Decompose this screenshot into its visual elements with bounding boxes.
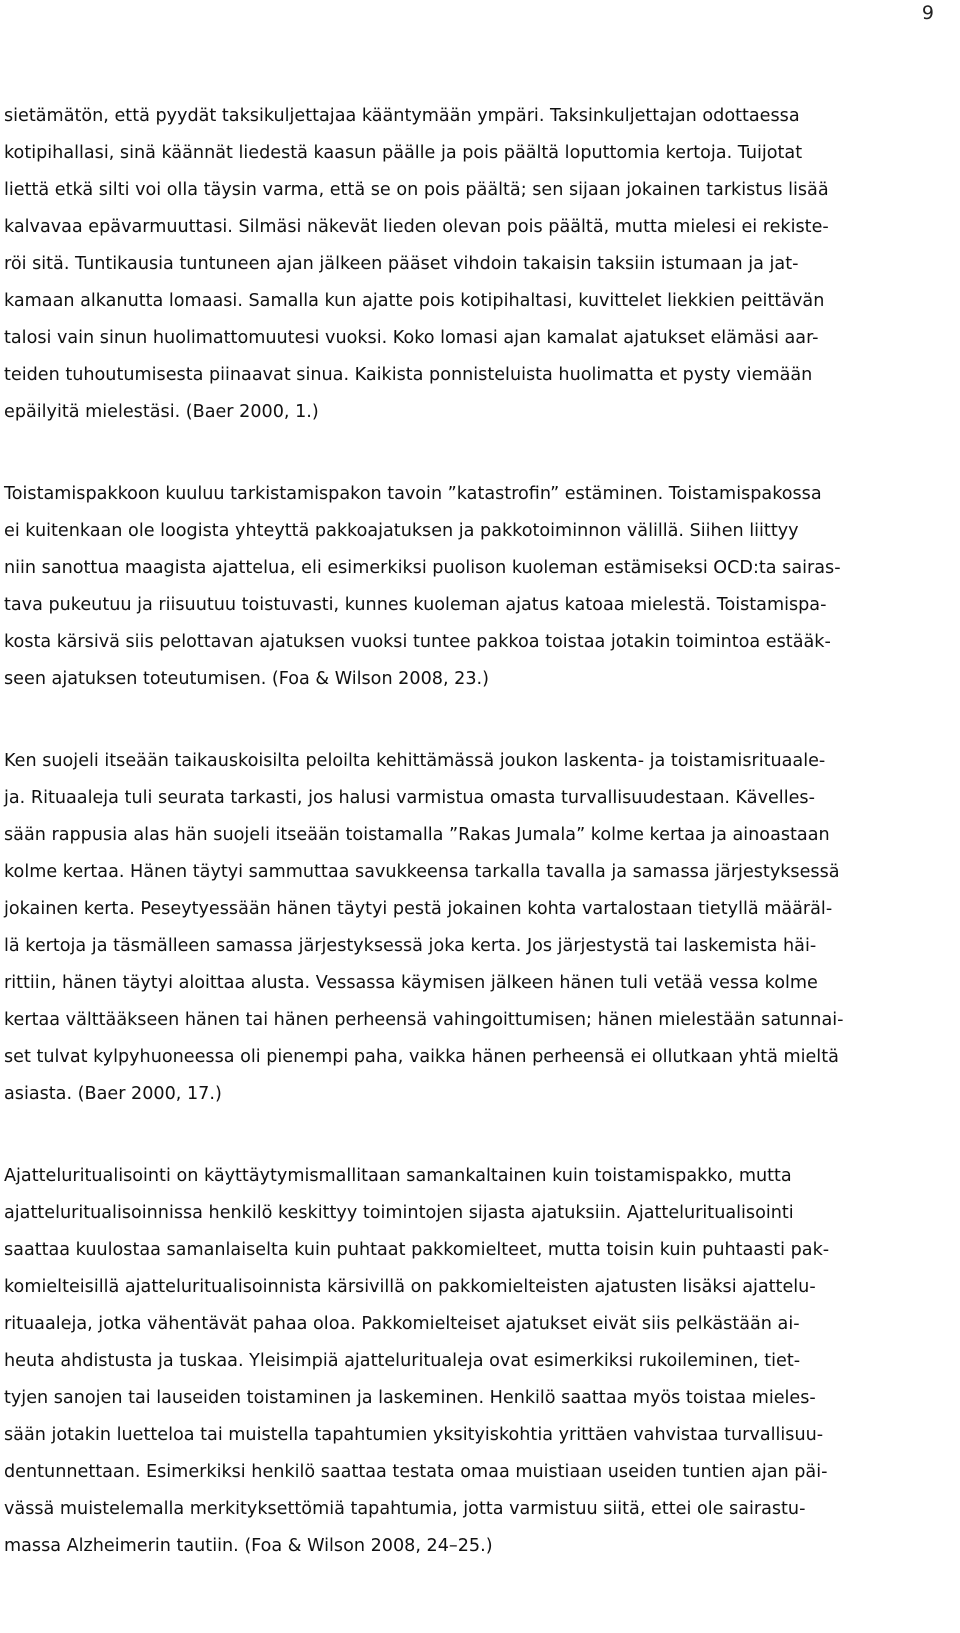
text-line: dentunnettaan. Esimerkiksi henkilö saattaa testata omaa muistiaan useiden tuntien ajan päi- (4, 1462, 828, 1482)
paragraph-3 (4, 743, 843, 1113)
text-line: lä kertoja ja täsmälleen samassa järjestyksessä joka kerta. Jos järjestystä tai laskemista häi- (4, 936, 817, 956)
text-line: asiasta. (Baer 2000, 17.) (4, 1084, 222, 1104)
text-line: röi sitä. Tuntikausia tuntuneen ajan jälkeen pääset vihdoin takaisin taksiin istumaan ja jat- (4, 254, 799, 274)
text-line: sään jotakin luetteloa tai muistella tapahtumien yksityiskohtia yrittäen vahvistaa turvallisuu- (4, 1425, 824, 1445)
text-line: massa Alzheimerin tautiin. (Foa & Wilson 2008, 24–25.) (4, 1536, 493, 1556)
text-line: liettä etkä silti voi olla täysin varma, että se on pois päältä; sen sijaan jokainen tarkistus lisää (4, 180, 829, 200)
paragraph-1 (4, 98, 829, 431)
text-line: niin sanottua maagista ajattelua, eli esimerkiksi puolison kuoleman estämiseksi OCD:ta sairas- (4, 558, 841, 578)
text-line: kolme kertaa. Hänen täytyi sammuttaa savukkeensa tarkalla tavalla ja samassa järjestyksessä (4, 862, 840, 882)
page-number: 9 (921, 2, 934, 24)
text-line: tava pukeutuu ja riisuutuu toistuvasti, kunnes kuoleman ajatus katoaa mielestä. Toistamispa- (4, 595, 827, 615)
text-line: seen ajatuksen toteutumisen. (Foa & Wilson 2008, 23.) (4, 669, 489, 689)
text-line: ajatteluritualisoinnissa henkilö keskittyy toimintojen sijasta ajatuksiin. Ajatteluritualisointi (4, 1203, 794, 1223)
text-line: jokainen kerta. Peseytyessään hänen täytyi pestä jokainen kohta vartalostaan tietyllä määräl- (4, 899, 833, 919)
text-line: sietämätön, että pyydät taksikuljettajaa kääntymään ympäri. Taksinkuljettajan odottaessa (4, 106, 800, 126)
text-line: tyjen sanojen tai lauseiden toistaminen ja laskeminen. Henkilö saattaa myös toistaa mieles- (4, 1388, 816, 1408)
text-line: komielteisillä ajatteluritualisoinnista kärsivillä on pakkomielteisten ajatusten lisäksi ajattelu- (4, 1277, 816, 1297)
text-line: set tulvat kylpyhuoneessa oli pienempi paha, vaikka hänen perheensä ei ollutkaan yhtä mieltä (4, 1047, 839, 1067)
text-line: sään rappusia alas hän suojeli itseään toistamalla ”Rakas Jumala” kolme kertaa ja ainoastaan (4, 825, 830, 845)
text-line: Ken suojeli itseään taikauskoisilta peloilta kehittämässä joukon laskenta- ja toistamisrituaale- (4, 751, 826, 771)
text-line: vässä muistelemalla merkityksettömiä tapahtumia, jotta varmistuu siitä, ettei ole sairastu- (4, 1499, 806, 1519)
text-line: kalvavaa epävarmuuttasi. Silmäsi näkevät lieden olevan pois päältä, mutta mielesi ei rekiste- (4, 217, 829, 237)
text-line: kamaan alkanutta lomaasi. Samalla kun ajatte pois kotipihaltasi, kuvittelet liekkien peittävän (4, 291, 825, 311)
text-line: talosi vain sinun huolimattomuutesi vuoksi. Koko lomasi ajan kamalat ajatukset elämäsi aar- (4, 328, 819, 348)
paragraph-2 (4, 476, 841, 698)
text-line: epäilyitä mielestäsi. (Baer 2000, 1.) (4, 402, 319, 422)
text-line: Ajatteluritualisointi on käyttäytymismallitaan samankaltainen kuin toistamispakko, mutta (4, 1166, 792, 1186)
text-line: kertaa välttääkseen hänen tai hänen perheensä vahingoittumisen; hänen mielestään satunnai- (4, 1010, 844, 1030)
text-line: heuta ahdistusta ja tuskaa. Yleisimpiä ajatteluritualeja ovat esimerkiksi rukoileminen, tiet- (4, 1351, 801, 1371)
text-line: ei kuitenkaan ole loogista yhteyttä pakkoajatuksen ja pakkotoiminnon välillä. Siihen liittyy (4, 521, 799, 541)
text-line: rituaaleja, jotka vähentävät pahaa oloa. Pakkomielteiset ajatukset eivät siis pelkästään ai- (4, 1314, 800, 1334)
text-line: kosta kärsivä siis pelottavan ajatuksen vuoksi tuntee pakkoa toistaa jotakin toimintoa estääk- (4, 632, 831, 652)
text-line: teiden tuhoutumisesta piinaavat sinua. Kaikista ponnisteluista huolimatta et pysty viemään (4, 365, 813, 385)
text-line: kotipihallasi, sinä käännät liedestä kaasun päälle ja pois päältä loputtomia kertoja. Tuijotat (4, 143, 803, 163)
text-line: Toistamispakkoon kuuluu tarkistamispakon tavoin ”katastrofin” estäminen. Toistamispakossa (4, 484, 822, 504)
paragraph-4 (4, 1158, 829, 1565)
text-line: ja. Rituaaleja tuli seurata tarkasti, jos halusi varmistua omasta turvallisuudestaan. Kävelles- (4, 788, 815, 808)
text-line: saattaa kuulostaa samanlaiselta kuin puhtaat pakkomielteet, mutta toisin kuin puhtaasti pak- (4, 1240, 830, 1260)
text-line: rittiin, hänen täytyi aloittaa alusta. Vessassa käymisen jälkeen hänen tuli vetää vessa kolme (4, 973, 818, 993)
